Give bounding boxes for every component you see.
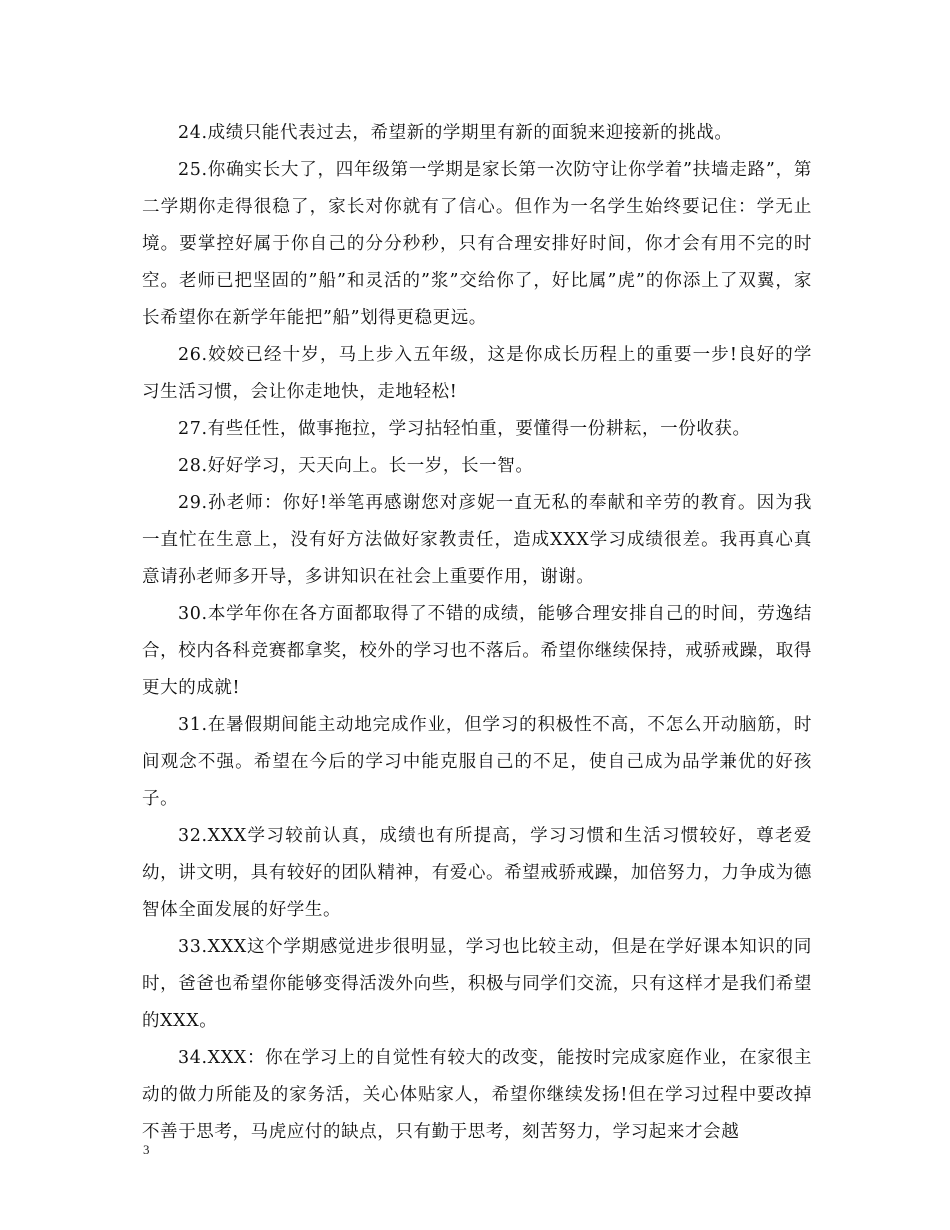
page-number: 3 [143,1142,150,1157]
paragraph-28: 28.好好学习，天天向上。长一岁，长一智。 [178,456,534,476]
paragraph-32: 32.XXX学习较前认真，成绩也有所提高，学习习惯和生活习惯较好，尊老爱幼，讲文明，具有较好的团队精神，有爱心。希望戒骄戒躁，加倍努力，力争成为德智体全面发展的好学生。 [142,826,812,920]
paragraph-34: 34.XXX：你在学习上的自觉性有较大的改变，能按时完成家庭作业，在家很主动的做力所能及的家务活，关心体贴家人，希望你继续发扬!但在学习过程中要改掉不善于思考，马虎应付的缺点，只有勤于思考，刻苦努力，学习起来才会越 [142,1048,812,1142]
paragraph-31: 31.在暑假期间能主动地完成作业，但学习的积极性不高，不怎么开动脑筋，时间观念不强。希望在今后的学习中能克服自己的不足，使自己成为品学兼优的好孩子。 [142,715,812,809]
document-body [142,115,812,1151]
paragraph-26: 26.姣姣已经十岁，马上步入五年级，这是你成长历程上的重要一步!良好的学习生活习惯，会让你走地快，走地轻松! [142,345,812,402]
paragraph-33: 33.XXX这个学期感觉进步很明显，学习也比较主动，但是在学好课本知识的同时，爸爸也希望你能够变得活泼外向些，积极与同学们交流，只有这样才是我们希望的XXX。 [142,937,812,1031]
paragraph-25: 25.你确实长大了，四年级第一学期是家长第一次防守让你学着”扶墙走路”，第二学期你走得很稳了，家长对你就有了信心。但作为一名学生始终要记住：学无止境。要掌控好属于你自己的分分秒秒，只有合理安排好时间，你才会有用不完的时空。老师已把坚固的”船”和灵活的”浆”交给你了，好比属”虎”的你添上了双翼，家长希望你在新学年能把”船”划得更稳更远。 [142,160,812,328]
paragraph-30: 30.本学年你在各方面都取得了不错的成绩，能够合理安排自己的时间，劳逸结合，校内各科竞赛都拿奖，校外的学习也不落后。希望你继续保持，戒骄戒躁，取得更大的成就! [142,604,812,698]
paragraph-27: 27.有些任性，做事拖拉，学习拈轻怕重，要懂得一份耕耘，一份收获。 [178,419,751,439]
paragraph-24: 24.成绩只能代表过去，希望新的学期里有新的面貌来迎接新的挑战。 [178,123,733,143]
paragraph-29: 29.孙老师：你好!举笔再感谢您对彦妮一直无私的奉献和辛劳的教育。因为我一直忙在生意上，没有好方法做好家教责任，造成XXX学习成绩很差。我再真心真意请孙老师多开导，多讲知识在社会上重要作用，谢谢。 [142,493,812,587]
